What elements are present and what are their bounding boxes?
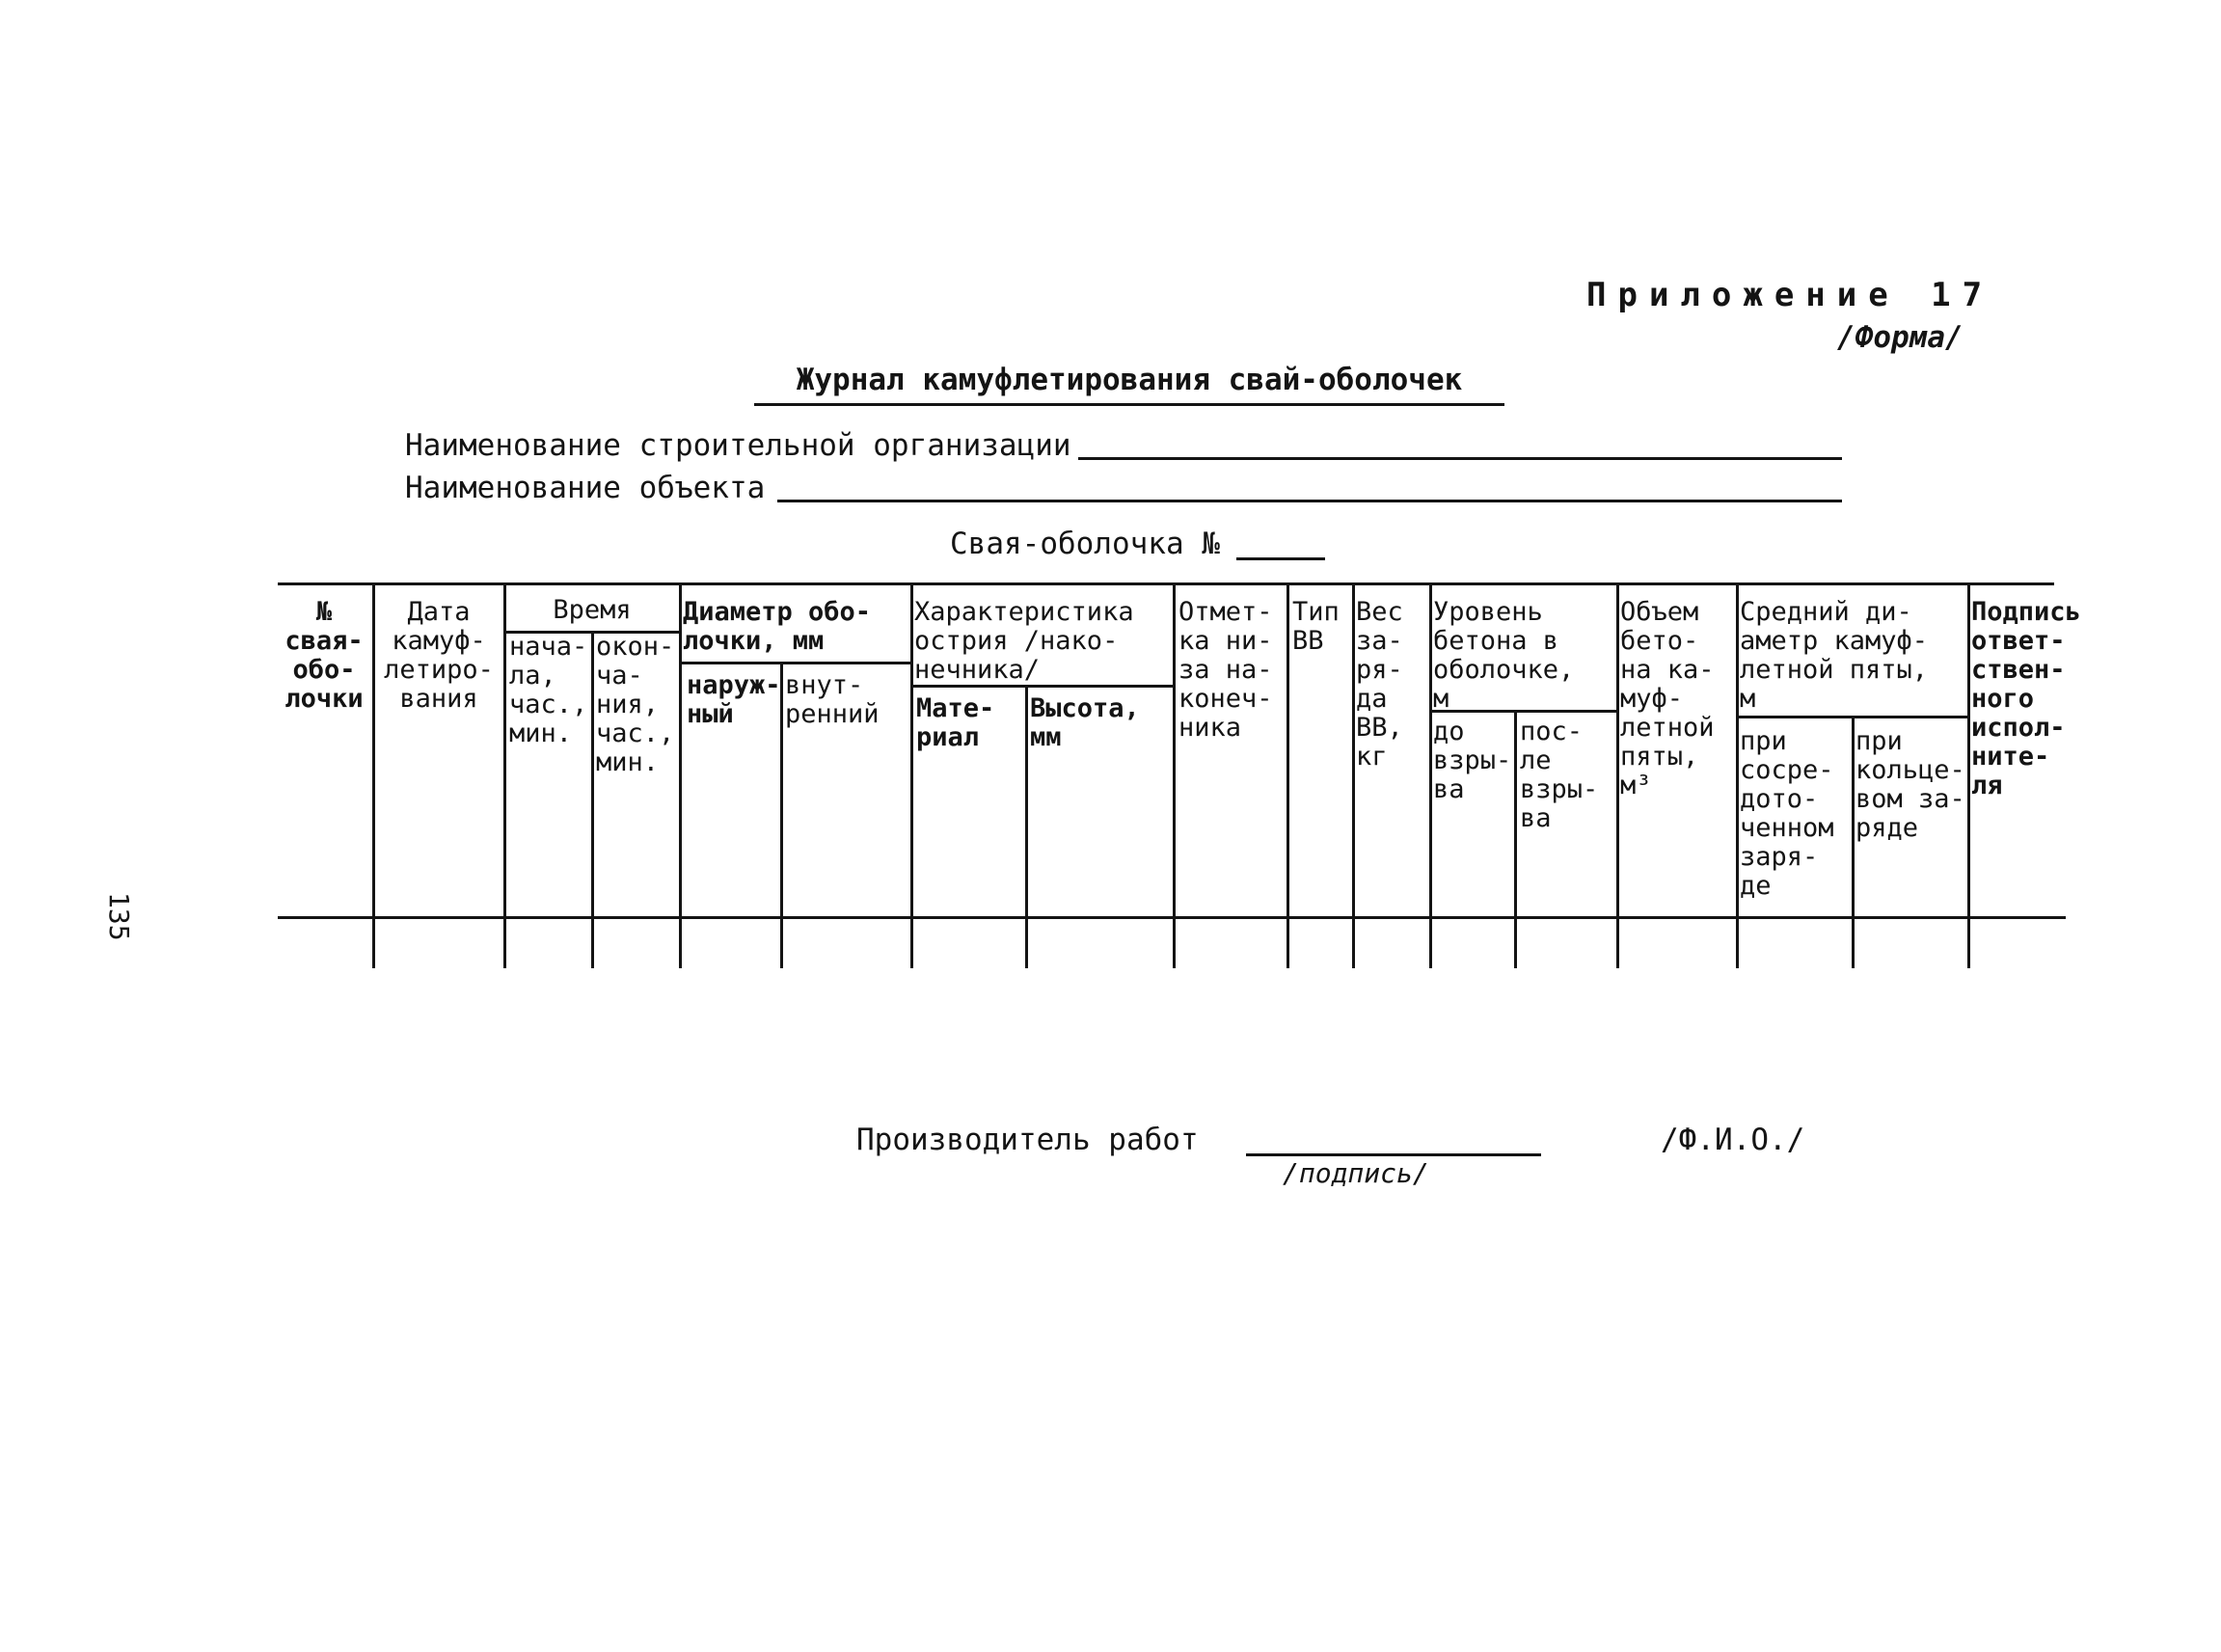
table-top-border	[278, 582, 2054, 585]
header-time-end: окон- ча- ния, час., мин.	[596, 632, 675, 777]
header-bottom-border	[278, 916, 2066, 919]
object-label: Наименование объекта	[405, 471, 766, 505]
col-divider	[1352, 582, 1355, 968]
organization-input-line[interactable]	[1078, 457, 1842, 460]
header-heel-ring: при кольце- вом за- ряде	[1855, 726, 1965, 843]
pile-number-input-line[interactable]	[1236, 557, 1325, 560]
col-divider	[1173, 582, 1176, 968]
signature-line[interactable]	[1246, 1153, 1541, 1156]
col-divider	[1514, 710, 1517, 968]
col-divider	[1852, 716, 1855, 968]
col-divider	[1736, 582, 1739, 968]
works-manager-label: Производитель работ	[856, 1123, 1199, 1157]
object-input-line[interactable]	[777, 500, 1842, 502]
header-tip-group: Характеристика острия /нако- нечника/	[914, 597, 1134, 685]
col-divider	[910, 582, 913, 968]
header-concrete-before: до взры- ва	[1433, 717, 1512, 804]
form-label: /Форма/	[1837, 320, 1964, 355]
header-charge-weight: Вес за- ря- да ВВ, кг	[1356, 597, 1403, 772]
header-diameter-inner: внут- ренний	[785, 670, 880, 729]
header-heel-group: Средний ди- аметр камуф- летной пяты, м	[1740, 597, 1929, 714]
appendix-title: Приложение 17	[1586, 276, 1994, 314]
header-concrete-group: Уровень бетона в оболочке, м	[1433, 597, 1575, 714]
header-pile-number: № свая- обо- лочки	[284, 597, 364, 714]
header-concrete-after: пос- ле взры- ва	[1520, 717, 1599, 833]
signature-caption: /подпись/	[1283, 1157, 1429, 1189]
header-tip-height: Высота, мм	[1030, 693, 1140, 752]
page-number: 135	[103, 892, 135, 941]
header-tip-mark: Отмет- ка ни- за на- конеч- ника	[1178, 597, 1273, 743]
header-time-start: нача- ла, час., мин.	[509, 632, 588, 748]
col-divider	[1429, 582, 1432, 968]
header-diameter-outer: наруж- ный	[687, 670, 781, 729]
header-explosive-type: Тип ВВ	[1292, 597, 1340, 656]
col-divider	[1616, 582, 1619, 968]
header-signature: Подпись ответ- ствен- ного испол- ните- ля	[1971, 597, 2081, 800]
header-diameter-group: Диаметр обо- лочки, мм	[683, 597, 872, 656]
header-heel-concentrated: при сосре- дото- ченном заря- де	[1740, 726, 1834, 901]
full-name-caption: /Ф.И.О./	[1661, 1123, 1805, 1157]
organization-label: Наименование строительной организации	[405, 428, 1071, 463]
header-date: Дата камуф- летиро- вания	[384, 597, 494, 714]
col-divider	[372, 582, 375, 968]
diameter-group-divider	[679, 662, 910, 664]
col-divider	[503, 582, 506, 968]
col-divider	[1967, 582, 1970, 968]
header-time-group: Время	[553, 595, 632, 625]
header-concrete-volume: Объем бето- на ка- муф- летной пяты, м³	[1620, 597, 1715, 800]
pile-camouflet-table	[278, 582, 2081, 968]
col-divider	[591, 631, 594, 968]
col-divider	[1287, 582, 1289, 968]
pile-number-label: Свая-оболочка №	[950, 527, 1220, 561]
header-tip-material: Мате- риал	[916, 693, 995, 752]
col-divider	[1025, 685, 1028, 968]
journal-title: Журнал камуфлетирования свай-оболочек	[754, 363, 1504, 406]
tip-group-divider	[910, 685, 1173, 688]
col-divider	[679, 582, 682, 968]
